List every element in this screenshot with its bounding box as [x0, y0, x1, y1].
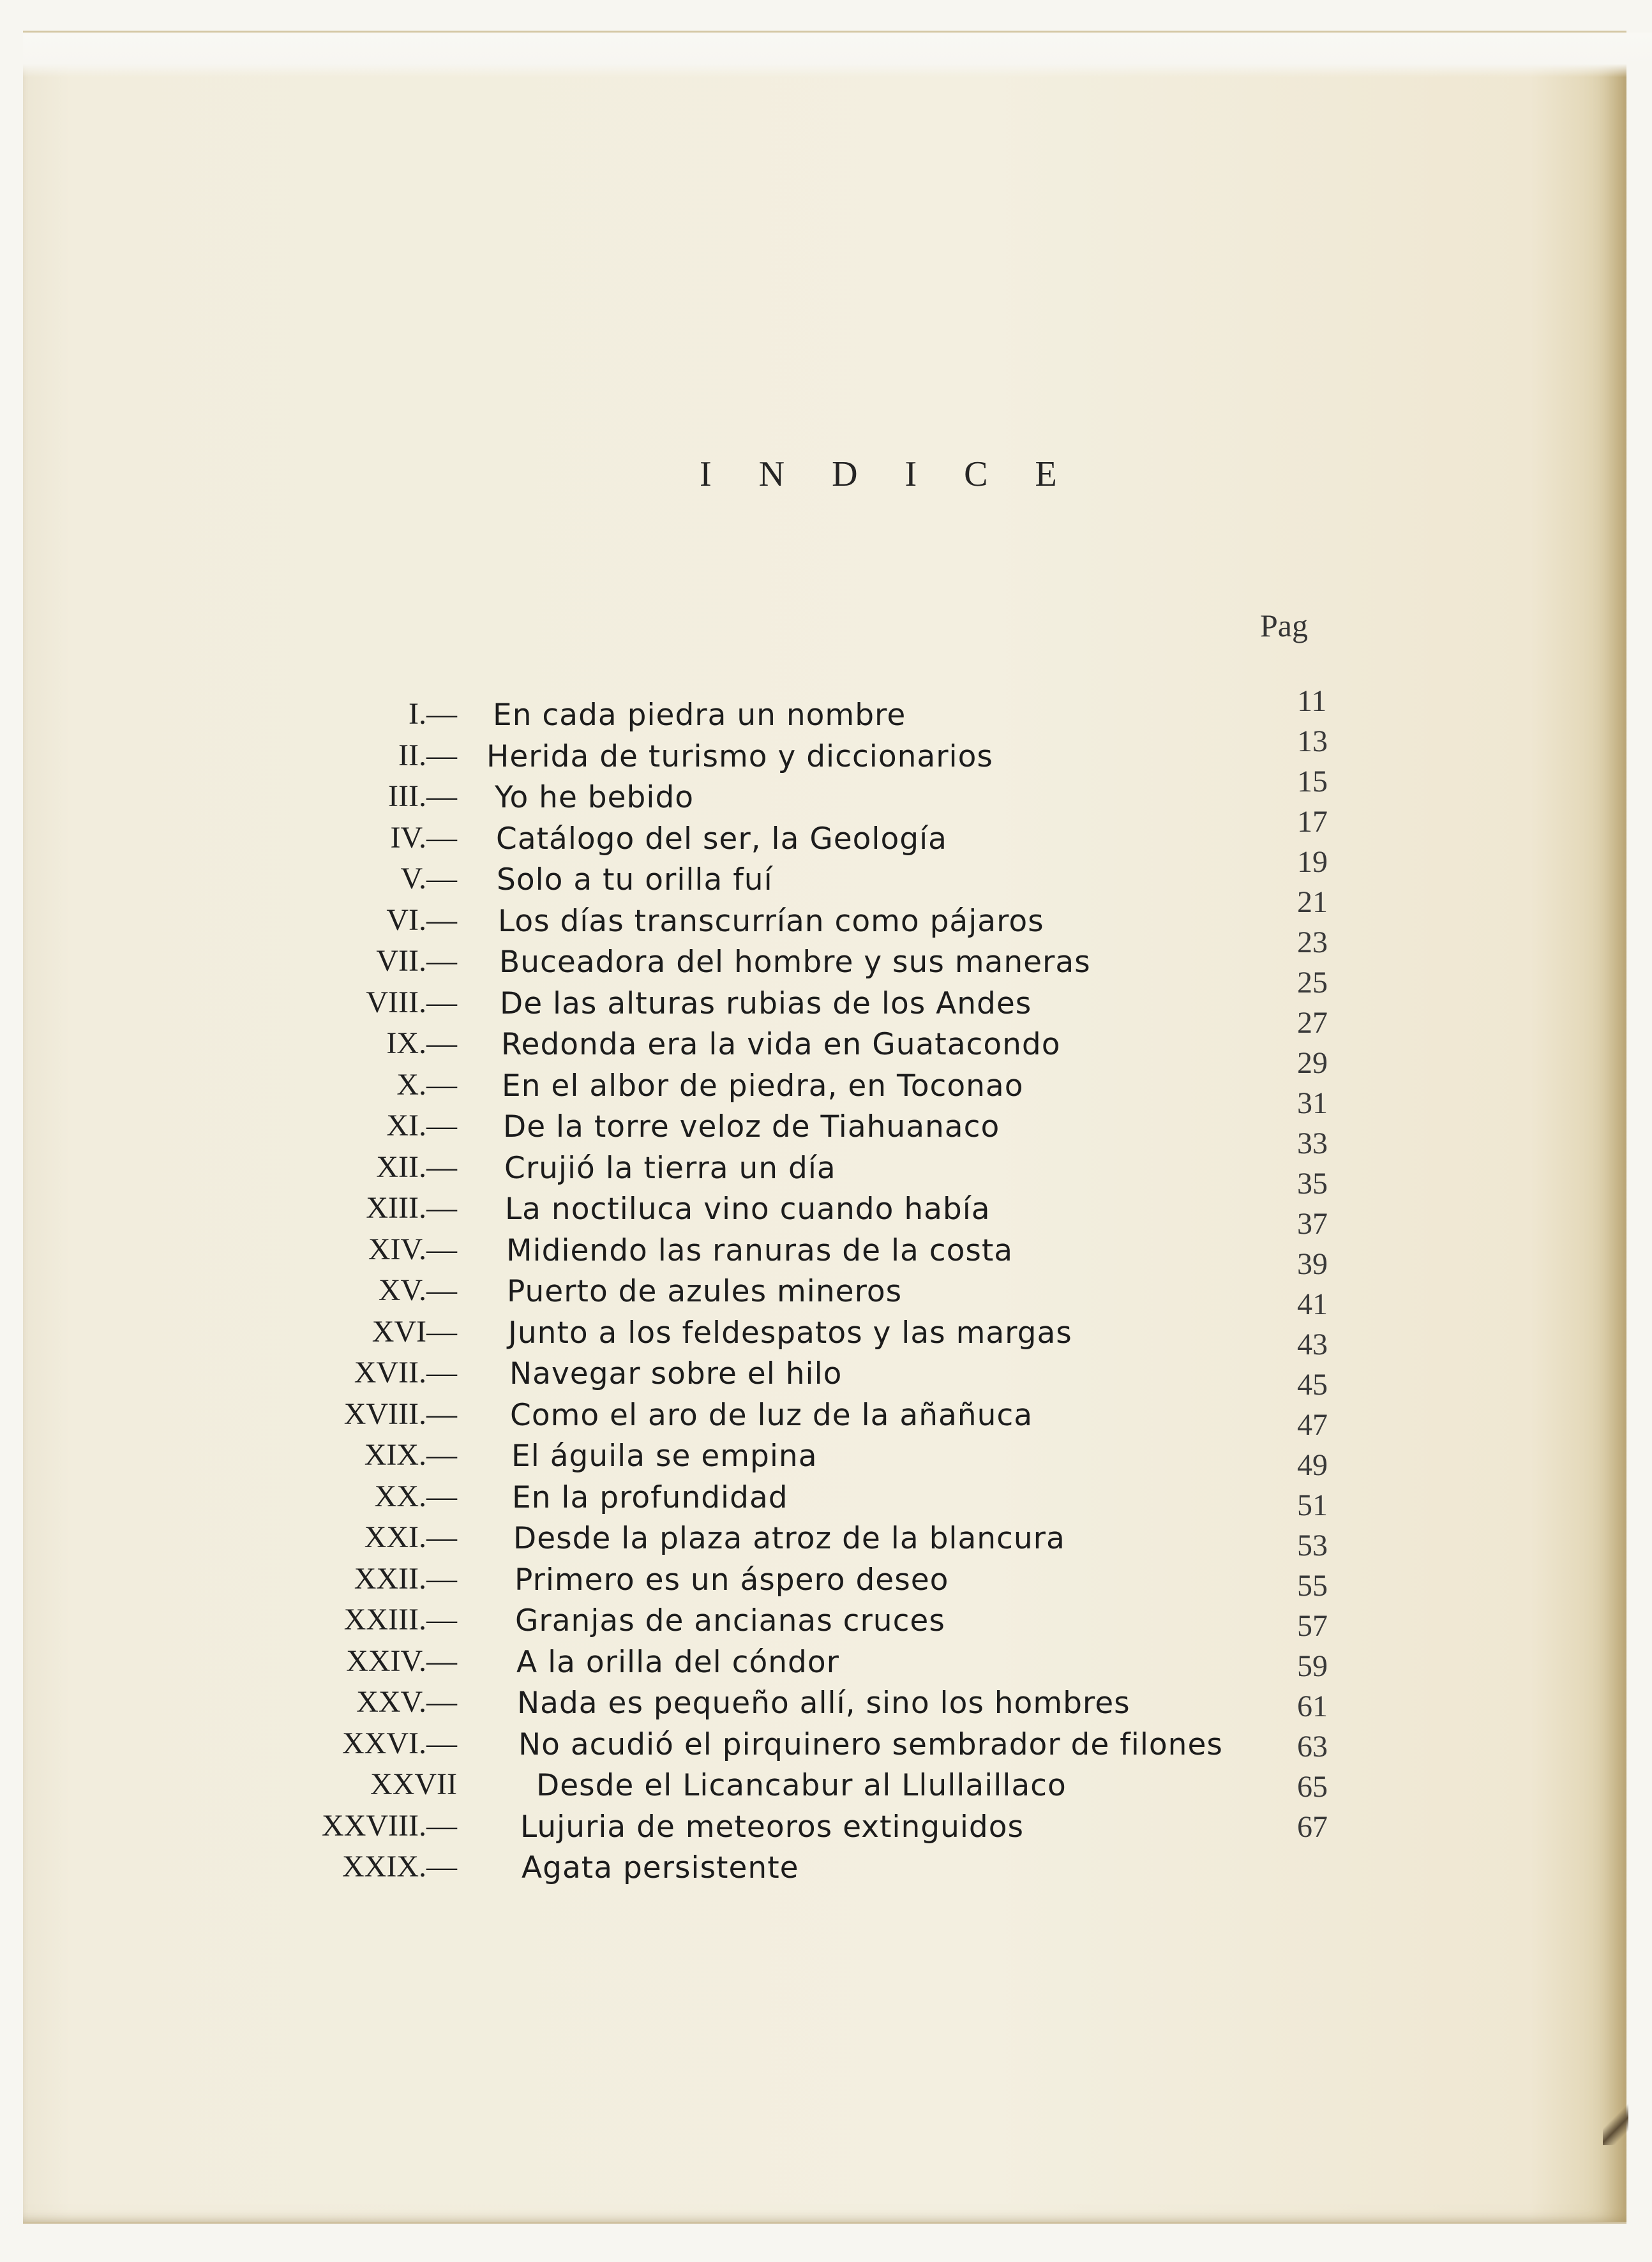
entry-title: Puerto de azules mineros [507, 1274, 903, 1309]
entry-number: V.— [400, 862, 457, 895]
page-number: 49 [1297, 1448, 1328, 1482]
page-number: 37 [1297, 1207, 1328, 1241]
entry-number: IV.— [390, 820, 457, 855]
entry-title: Solo a tu orilla fuí [497, 862, 773, 897]
page-number: 45 [1297, 1368, 1328, 1402]
entry-number: XVII.— [354, 1356, 457, 1389]
page-number: 15 [1297, 765, 1328, 798]
entry-title: Agata persistente [522, 1850, 799, 1885]
entry-number: XX.— [374, 1479, 457, 1513]
entry-number: XXI.— [364, 1520, 457, 1554]
entry-number: II.— [398, 738, 457, 772]
entry-number: VIII.— [366, 985, 457, 1019]
entry-title: En cada piedra un nombre [493, 698, 906, 733]
entry-number: XXII.— [354, 1561, 457, 1596]
page-number: 57 [1297, 1609, 1328, 1643]
entry-title: Desde la plaza atroz de la blancura [513, 1521, 1065, 1556]
entry-title: De la torre veloz de Tiahuanaco [503, 1109, 1000, 1144]
entry-number: XI.— [386, 1109, 457, 1142]
entry-number: VII.— [376, 944, 457, 978]
entry-title: De las alturas rubias de los Andes [500, 985, 1032, 1021]
entry-number: XIX.— [364, 1438, 457, 1472]
entry-title: Catálogo del ser, la Geología [496, 821, 947, 857]
entry-number: I.— [409, 697, 457, 731]
index-title: I N D I C E [700, 454, 1076, 494]
page-top-edge [23, 33, 1652, 77]
entry-number: VI.— [386, 903, 457, 937]
entry-title: La noctiluca vino cuando había [505, 1192, 991, 1227]
entry-title: Junto a los feldespatos y las margas [508, 1315, 1072, 1351]
entry-title: Lujuria de meteoros extinguidos [520, 1809, 1025, 1845]
entry-number: XXVI.— [342, 1726, 457, 1760]
page-number: 53 [1297, 1529, 1328, 1562]
page-column-header: Pag [1260, 608, 1308, 643]
page-number: 41 [1297, 1287, 1328, 1321]
entry-number: IX.— [386, 1026, 457, 1060]
page-number: 55 [1297, 1569, 1328, 1603]
page-number: 59 [1297, 1649, 1328, 1683]
page-number: 21 [1297, 885, 1328, 919]
entry-number: III.— [388, 779, 457, 813]
entry-title: Redonda era la vida en Guatacondo [501, 1027, 1061, 1062]
page-number: 65 [1297, 1770, 1328, 1804]
entry-title: Midiendo las ranuras de la costa [506, 1232, 1014, 1268]
entry-title: Herida de turismo y diccionarios [486, 738, 993, 774]
entry-title: Crujió la tierra un día [504, 1150, 836, 1186]
entry-title: Navegar sobre el hilo [509, 1356, 843, 1391]
entry-number: XVI— [372, 1314, 457, 1349]
entry-number: XXIX.— [342, 1850, 457, 1884]
entry-title: A la orilla del cóndor [516, 1644, 839, 1680]
entry-title: Granjas de ancianas cruces [515, 1603, 945, 1638]
entry-number: XIV.— [368, 1232, 457, 1266]
entry-number: XXVIII.— [322, 1808, 457, 1843]
page-number: 35 [1297, 1167, 1328, 1201]
page-number: 11 [1297, 684, 1327, 718]
entry-number: XXIV.— [346, 1644, 457, 1678]
entry-number: XII.— [376, 1150, 457, 1184]
entry-title: En la profundidad [512, 1479, 788, 1515]
page-number: 51 [1297, 1488, 1328, 1522]
page-number: 39 [1297, 1247, 1328, 1281]
page-number: 19 [1297, 845, 1328, 879]
page-number: 27 [1297, 1006, 1328, 1040]
entry-number: XXVII [370, 1767, 457, 1801]
page-number: 29 [1297, 1046, 1328, 1080]
book-page [23, 31, 1626, 2224]
entry-number: XXV.— [356, 1685, 457, 1719]
page-number: 33 [1297, 1127, 1328, 1160]
entry-number: XIII.— [366, 1191, 457, 1225]
entry-title: Como el aro de luz de la añañuca [510, 1397, 1033, 1433]
entry-number: XV.— [378, 1273, 457, 1307]
page-number: 61 [1297, 1689, 1328, 1723]
entry-title: Buceadora del hombre y sus maneras [499, 945, 1091, 980]
page-number: 43 [1297, 1328, 1328, 1361]
entry-title: Yo he bebido [495, 780, 695, 815]
entry-number: X.— [396, 1067, 457, 1102]
entry-title: Primero es un áspero deseo [514, 1562, 949, 1598]
page-number: 31 [1297, 1086, 1328, 1120]
entry-title: Los días transcurrían como pájaros [498, 903, 1044, 939]
page-number: 23 [1297, 925, 1328, 959]
entry-title: No acudió el pirquinero sembrador de filones [518, 1726, 1223, 1762]
entry-title: El águila se empina [511, 1439, 818, 1474]
entry-title: Desde el Licancabur al Llullaillaco [536, 1768, 1067, 1803]
page-corner-mark [1603, 2101, 1628, 2145]
entry-title: En el albor de piedra, en Toconao [502, 1068, 1024, 1104]
page-number: 63 [1297, 1730, 1328, 1764]
entry-number: XXIII.— [343, 1603, 457, 1637]
page-number: 25 [1297, 966, 1328, 1000]
page-number: 67 [1297, 1810, 1328, 1844]
page-number: 17 [1297, 805, 1328, 839]
entry-number: XVIII.— [343, 1397, 457, 1431]
page-number: 13 [1297, 724, 1328, 758]
page-number: 47 [1297, 1408, 1328, 1442]
entry-title: Nada es pequeño allí, sino los hombres [517, 1686, 1130, 1721]
